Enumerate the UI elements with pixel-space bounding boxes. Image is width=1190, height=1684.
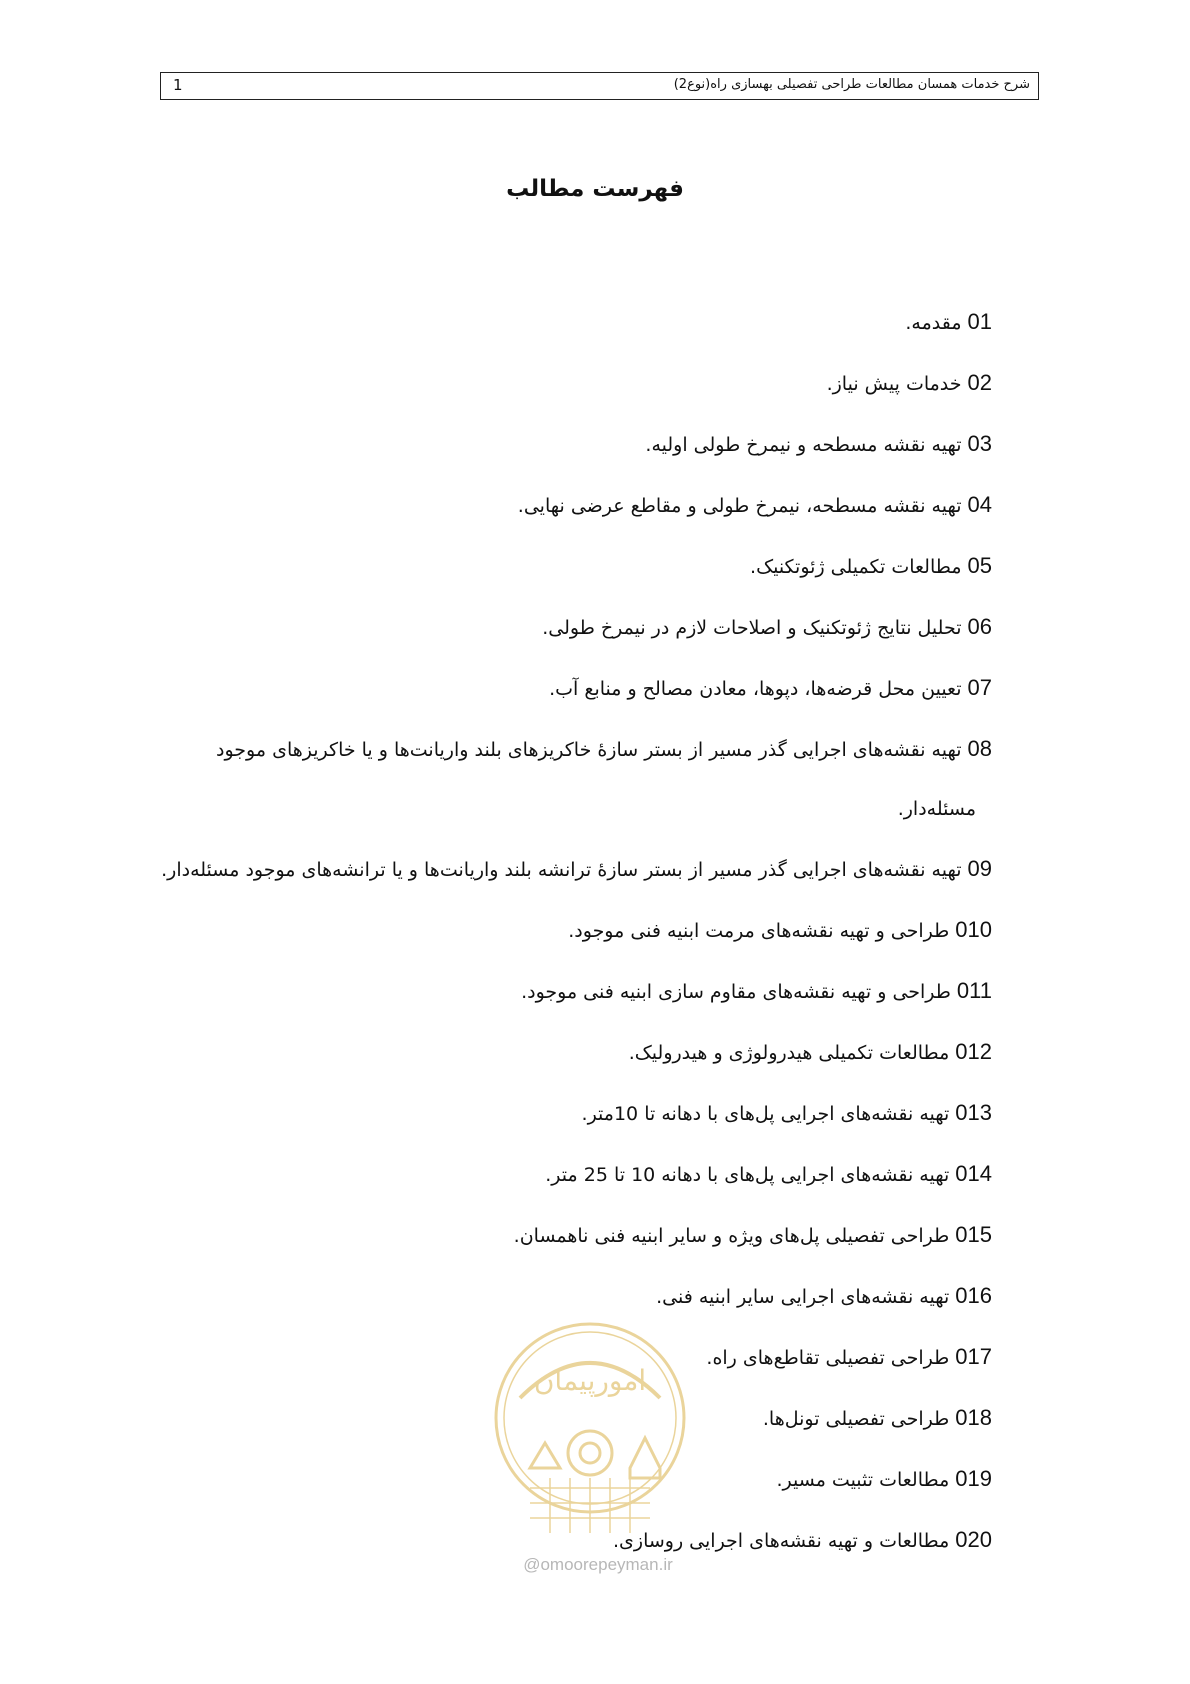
toc-item	[170, 1144, 992, 1205]
toc-item-text: تهیه نقشه مسطحه، نیمرخ طولی و مقاطع عرضی نهایی.	[517, 495, 962, 517]
toc-item	[170, 1205, 992, 1266]
toc-item-number: 013	[955, 1100, 992, 1125]
toc-item-number: 011	[956, 978, 992, 1003]
toc-item-number: 08	[967, 736, 992, 761]
watermark-url: @omoorepeyman.ir	[523, 1555, 673, 1574]
toc-item	[170, 292, 992, 353]
toc-item-text: تهیه نقشه‌های اجرایی سایر ابنیه فنی.	[656, 1286, 950, 1308]
toc-item-number: 020	[955, 1527, 992, 1552]
toc-item	[161, 839, 992, 900]
toc-item-text: تهیه نقشه مسطحه و نیمرخ طولی اولیه.	[645, 434, 962, 456]
toc-item	[170, 597, 992, 658]
toc-item-text: تهیه نقشه‌های اجرایی پل‌های با دهانه 10 تا 25 متر.	[545, 1164, 950, 1186]
watermark-logo	[490, 1318, 690, 1558]
toc-item-number: 017	[955, 1344, 992, 1369]
toc-item-number: 014	[955, 1161, 992, 1186]
toc-item-number: 019	[955, 1466, 992, 1491]
toc-item-text: تحلیل نتایج ژئوتکنیک و اصلاحات لازم در نیمرخ طولی.	[542, 617, 962, 639]
page-number: 1	[173, 76, 183, 94]
toc-item	[170, 536, 992, 597]
toc-item-number: 01	[967, 309, 992, 334]
toc-item	[170, 414, 992, 475]
toc-item	[170, 719, 992, 839]
toc-item	[170, 1022, 992, 1083]
toc-item-number: 09	[967, 856, 992, 881]
page-header	[160, 72, 1039, 100]
toc-item	[170, 475, 992, 536]
toc-item-number: 018	[955, 1405, 992, 1430]
toc-item-text: مطالعات تکمیلی هیدرولوژی و هیدرولیک.	[628, 1042, 950, 1064]
toc-item-text: طراحی تفصیلی تونل‌ها.	[762, 1408, 950, 1430]
toc-item-number: 010	[955, 917, 992, 942]
toc-item-text: طراحی تفصیلی پل‌های ویژه و سایر ابنیه فنی ناهمسان.	[513, 1225, 950, 1247]
toc-item-text: خدمات پیش نیاز.	[826, 373, 962, 395]
toc-item-number: 06	[967, 614, 992, 639]
toc-item-number: 016	[955, 1283, 992, 1308]
toc-item-text: تعیین محل قرضه‌ها، دپوها، معادن مصالح و منابع آب.	[549, 678, 962, 700]
header-title: شرح خدمات همسان مطالعات طراحی تفصیلی بهسازی راه(نوع2)	[673, 77, 1030, 92]
toc-item-text: طراحی تفصیلی تقاطع‌های راه.	[706, 1347, 950, 1369]
toc-item-text: مطالعات تکمیلی ژئوتکنیک.	[750, 556, 962, 578]
toc-item-text: طراحی و تهیه نقشه‌های مقاوم سازی ابنیه فنی موجود.	[521, 981, 951, 1003]
watermark-logo-text: امورپیمان	[533, 1364, 647, 1397]
toc-item-text: مطالعات و تهیه نقشه‌های اجرایی روسازی.	[612, 1530, 950, 1552]
toc-item	[170, 1083, 992, 1144]
toc-item-number: 03	[967, 431, 992, 456]
toc-item-continuation: مسئله‌دار.	[897, 798, 976, 820]
toc-item-number: 07	[967, 675, 992, 700]
toc-item-text: طراحی و تهیه نقشه‌های مرمت ابنیه فنی موجود.	[568, 920, 950, 942]
toc-item-text: تهیه نقشه‌های اجرایی پل‌های با دهانه تا 10متر.	[581, 1103, 950, 1125]
toc-item-text: مقدمه.	[905, 312, 962, 334]
toc-item-number: 015	[955, 1222, 992, 1247]
toc-item	[170, 353, 992, 414]
toc-title: فهرست مطالب	[506, 176, 684, 202]
toc-item-text: تهیه نقشه‌های اجرایی گذر مسیر از بستر سازهٔ خاکریزهای بلند واریانت‌ها و یا خاکریزهای موجود	[216, 739, 962, 761]
toc-item	[170, 658, 992, 719]
toc-item-number: 02	[967, 370, 992, 395]
toc-item	[170, 961, 992, 1022]
toc-item-number: 012	[955, 1039, 992, 1064]
toc-item-number: 05	[967, 553, 992, 578]
toc-item-number: 04	[967, 492, 992, 517]
toc-item-text: مطالعات تثبیت مسیر.	[776, 1469, 950, 1491]
toc-item-text: تهیه نقشه‌های اجرایی گذر مسیر از بستر سازهٔ ترانشه بلند واریانت‌ها و یا ترانشه‌های موجود مسئله‌دار.	[161, 859, 962, 881]
toc-item	[170, 900, 992, 961]
